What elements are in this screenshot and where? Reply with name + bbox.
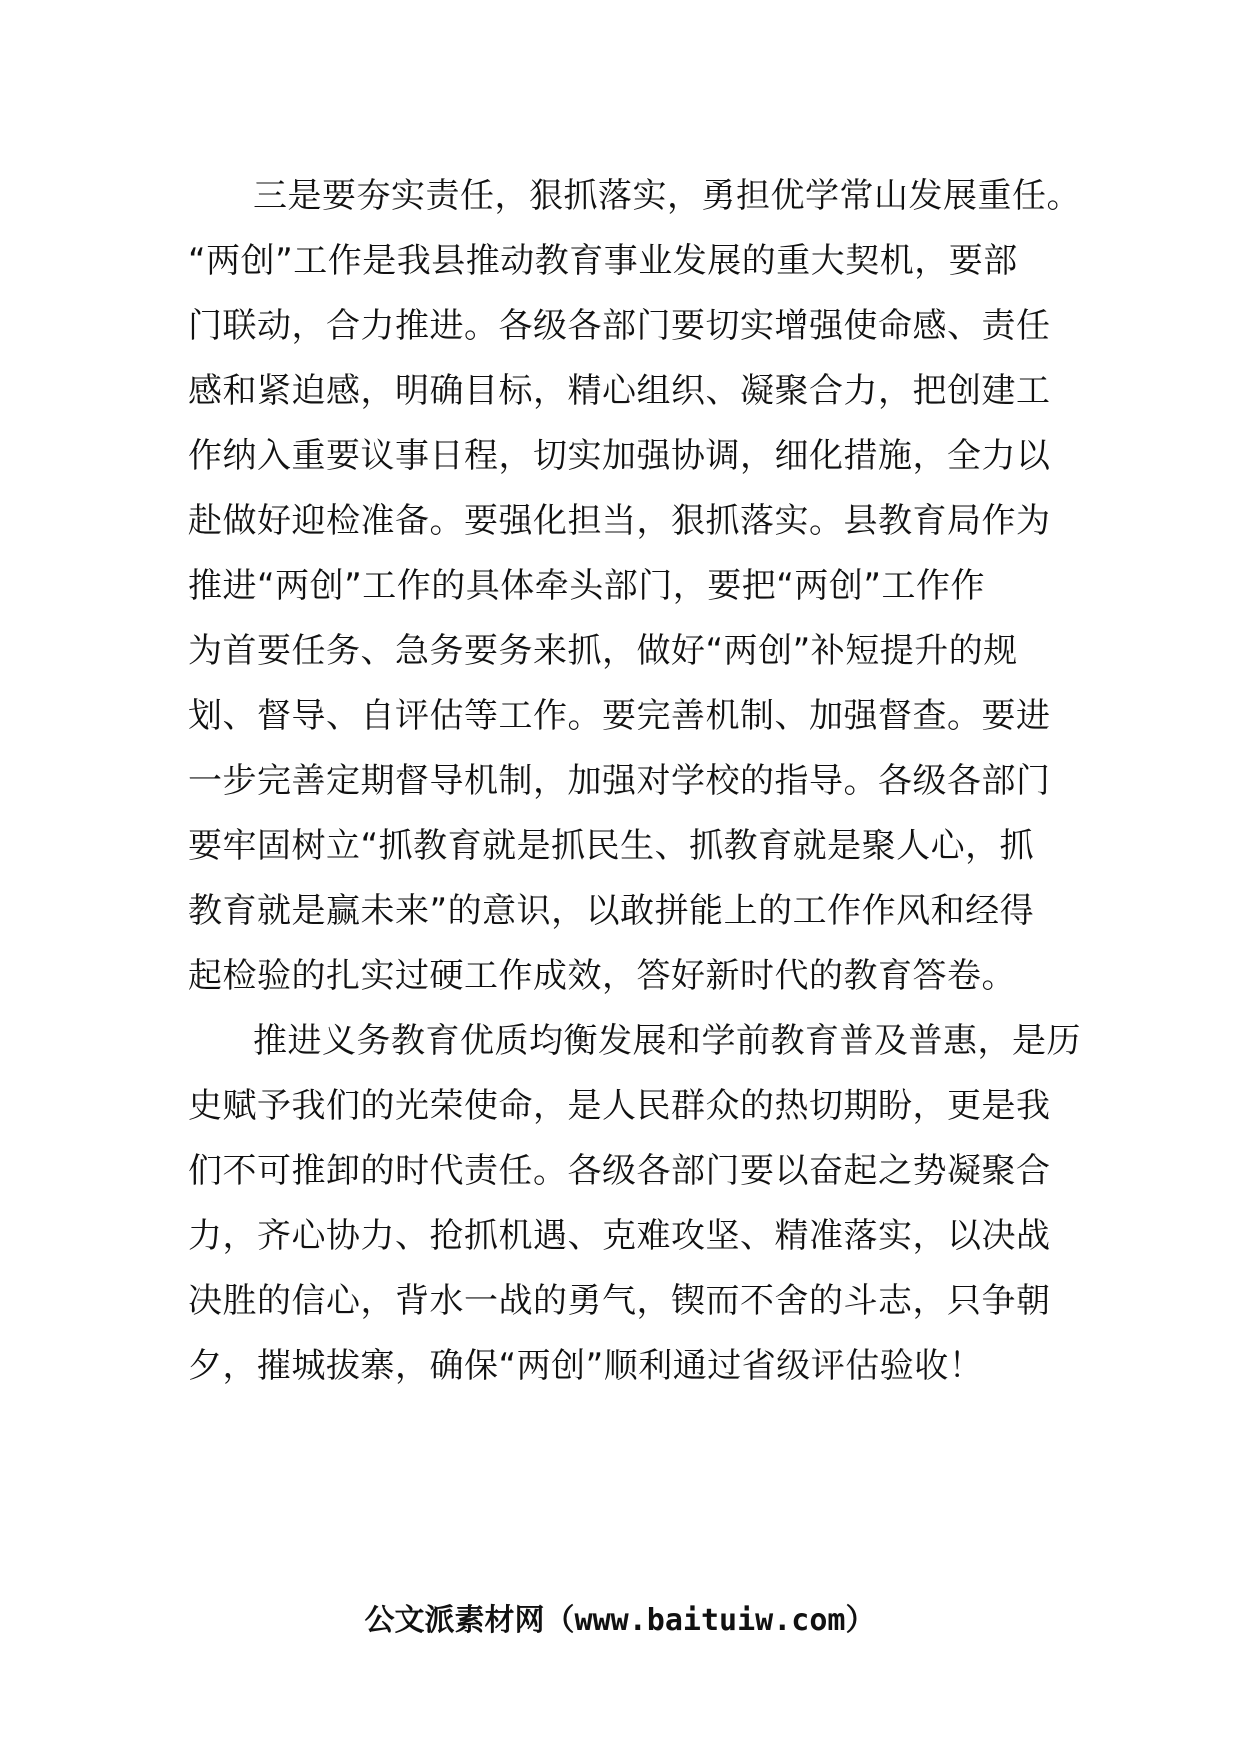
paragraph-2-line-2: 史赋予我们的光荣使命，是人民群众的热切期盼，更是我 xyxy=(188,1086,1051,1126)
paragraph-1-line-11: 要牢固树立“抓教育就是抓民生、抓教育就是聚人心，抓 xyxy=(188,826,1035,866)
footer-site-name: 公文派素材网 xyxy=(364,1603,545,1638)
paragraph-1-line-2: “两创”工作是我县推动教育事业发展的重大契机，要部 xyxy=(188,241,1018,281)
paragraph-1-line-9: 划、督导、自评估等工作。要完善机制、加强督查。要进 xyxy=(188,696,1051,736)
paragraph-1-line-4: 感和紧迫感，明确目标，精心组织、凝聚合力，把创建工 xyxy=(188,371,1051,411)
paragraph-2-line-1: 推进义务教育优质均衡发展和学前教育普及普惠，是历 xyxy=(253,1021,1081,1061)
footer-url: （www.baituiw.com） xyxy=(544,1603,876,1638)
paragraph-1-line-13: 起检验的扎实过硬工作成效，答好新时代的教育答卷。 xyxy=(188,956,1016,996)
paragraph-2-line-6: 夕，摧城拔寨，确保“两创”顺利通过省级评估验收！ xyxy=(188,1346,984,1386)
paragraph-1-line-5: 作纳入重要议事日程，切实加强协调，细化措施，全力以 xyxy=(188,436,1051,476)
paragraph-1-line-1: 三是要夯实责任，狠抓落实，勇担优学常山发展重任。 xyxy=(253,176,1081,216)
paragraph-2-line-4: 力，齐心协力、抢抓机遇、克难攻坚、精准落实，以决战 xyxy=(188,1216,1051,1256)
paragraph-1-line-10: 一步完善定期督导机制，加强对学校的指导。各级各部门 xyxy=(188,761,1051,801)
paragraph-1-line-7: 推进“两创”工作的具体牵头部门，要把“两创”工作作 xyxy=(188,566,985,606)
paragraph-2-line-3: 们不可推卸的时代责任。各级各部门要以奋起之势凝聚合 xyxy=(188,1151,1051,1191)
document-body xyxy=(188,164,1081,1399)
paragraph-1-line-3: 门联动，合力推进。各级各部门要切实增强使命感、责任 xyxy=(188,306,1051,346)
paragraph-2-line-5: 决胜的信心，背水一战的勇气，锲而不舍的斗志，只争朝 xyxy=(188,1281,1051,1321)
paragraph-1-line-6: 赴做好迎检准备。要强化担当，狠抓落实。县教育局作为 xyxy=(188,501,1051,541)
footer-watermark xyxy=(0,1597,1240,1645)
paragraph-1-line-12: 教育就是赢未来”的意识，以敢拼能上的工作作风和经得 xyxy=(188,891,1035,931)
paragraph-1-line-8: 为首要任务、急务要务来抓，做好“两创”补短提升的规 xyxy=(188,631,1018,671)
